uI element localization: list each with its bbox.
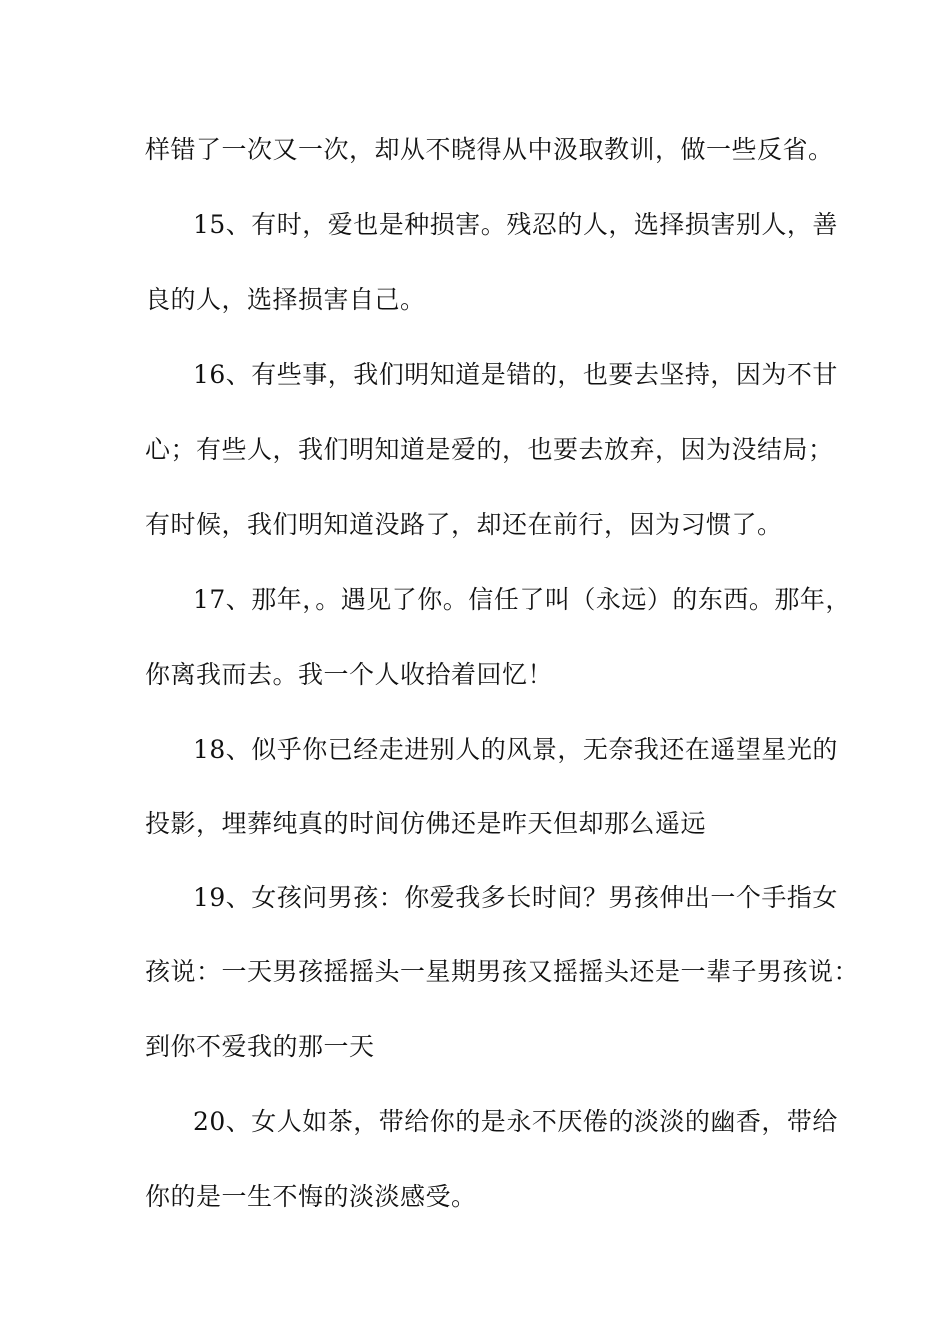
paragraph-20-line: 20、女人如茶，带给你的是永不厌倦的淡淡的幽香，带给	[193, 1107, 838, 1136]
text-line: 孩说：一天男孩摇摇头一星期男孩又摇摇头还是一辈子男孩说：	[145, 957, 860, 986]
text-line: 良的人，选择损害自己。	[145, 285, 426, 314]
text-line: 有时候，我们明知道没路了，却还在前行，因为习惯了。	[145, 510, 783, 539]
text-line: 到你不爱我的那一天	[145, 1032, 375, 1061]
text-line: 心；有些人，我们明知道是爱的，也要去放弃，因为没结局；	[145, 435, 834, 464]
text-line: 你的是一生不悔的淡淡感受。	[145, 1182, 477, 1211]
paragraph-16-line: 16、有些事，我们明知道是错的，也要去坚持，因为不甘	[193, 360, 838, 389]
text-line: 样错了一次又一次，却从不晓得从中汲取教训，做一些反省。	[145, 135, 834, 164]
text-line: 投影，埋葬纯真的时间仿佛还是昨天但却那么遥远	[145, 809, 707, 838]
paragraph-15-line: 15、有时，爱也是种损害。残忍的人，选择损害别人，善	[193, 210, 838, 239]
paragraph-17-line: 17、那年，。遇见了你。信任了叫（永远）的东西。那年，	[193, 585, 851, 614]
text-line: 你离我而去。我一个人收拾着回忆！	[145, 660, 554, 689]
paragraph-18-line: 18、似乎你已经走进别人的风景，无奈我还在遥望星光的	[193, 735, 838, 764]
paragraph-19-line: 19、女孩问男孩：你爱我多长时间？男孩伸出一个手指女	[193, 883, 838, 912]
